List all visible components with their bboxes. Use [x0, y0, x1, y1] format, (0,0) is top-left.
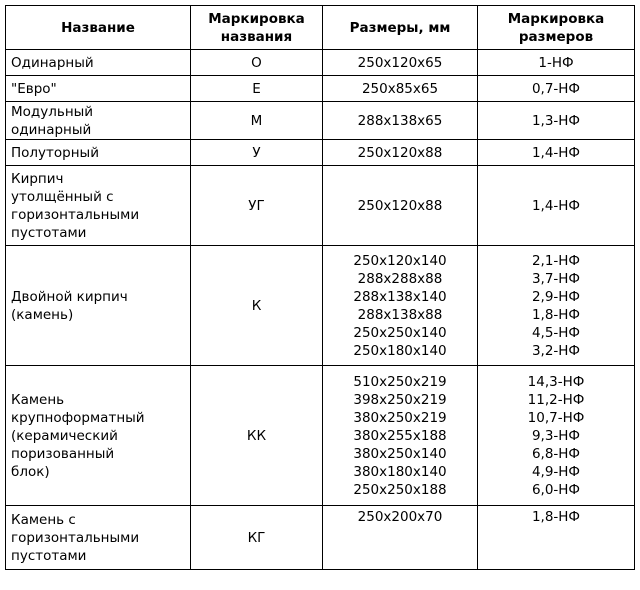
cell-codes: 1-НФ: [478, 50, 635, 76]
cell-name: Камень с горизонтальными пустотами: [6, 506, 191, 570]
cell-codes: 1,4-НФ: [478, 140, 635, 166]
header-sizes: Размеры, мм: [323, 6, 478, 50]
cell-sizes: 510x250x219 398x250x219 380x250x219 380x255x188 380x250x140 380x180x140 250x250x188: [323, 366, 478, 506]
table-row: [6, 102, 635, 140]
cell-sizes: 250x120x140 288x288x88 288x138x140 288x138x88 250x250x140 250x180x140: [323, 246, 478, 366]
table-row: [6, 246, 635, 366]
cell-name: Двойной кирпич (камень): [6, 246, 191, 366]
cell-sizes: 250x200x70: [323, 506, 478, 570]
brick-table: [5, 5, 635, 570]
cell-codes: 0,7-НФ: [478, 76, 635, 102]
table-row: [6, 166, 635, 246]
table-row: [6, 140, 635, 166]
table-row: [6, 506, 635, 570]
cell-mark: О: [191, 50, 323, 76]
header-name-mark: Маркировка названия: [191, 6, 323, 50]
cell-sizes: 250x120x65: [323, 50, 478, 76]
cell-mark: Е: [191, 76, 323, 102]
cell-mark: КК: [191, 366, 323, 506]
header-name: Название: [6, 6, 191, 50]
cell-name: Одинарный: [6, 50, 191, 76]
cell-codes: 1,3-НФ: [478, 102, 635, 140]
cell-sizes: 250x85x65: [323, 76, 478, 102]
cell-codes: 2,1-НФ 3,7-НФ 2,9-НФ 1,8-НФ 4,5-НФ 3,2-НФ: [478, 246, 635, 366]
cell-name: "Евро": [6, 76, 191, 102]
header-size-mark: Маркировка размеров: [478, 6, 635, 50]
cell-sizes: 250x120x88: [323, 140, 478, 166]
cell-mark: У: [191, 140, 323, 166]
header-row: [6, 6, 635, 50]
table-row: [6, 366, 635, 506]
cell-mark: К: [191, 246, 323, 366]
cell-name: Полуторный: [6, 140, 191, 166]
cell-codes: 1,8-НФ: [478, 506, 635, 570]
cell-mark: М: [191, 102, 323, 140]
cell-codes: 1,4-НФ: [478, 166, 635, 246]
cell-sizes: 288x138x65: [323, 102, 478, 140]
cell-codes: 14,3-НФ 11,2-НФ 10,7-НФ 9,3-НФ 6,8-НФ 4,9-НФ 6,0-НФ: [478, 366, 635, 506]
table-row: [6, 50, 635, 76]
cell-name: Камень крупноформатный (керамический поризованный блок): [6, 366, 191, 506]
cell-mark: УГ: [191, 166, 323, 246]
cell-name: Кирпич утолщённый с горизонтальными пустотами: [6, 166, 191, 246]
cell-sizes: 250x120x88: [323, 166, 478, 246]
table-row: [6, 76, 635, 102]
cell-name: Модульный одинарный: [6, 102, 191, 140]
cell-mark: КГ: [191, 506, 323, 570]
